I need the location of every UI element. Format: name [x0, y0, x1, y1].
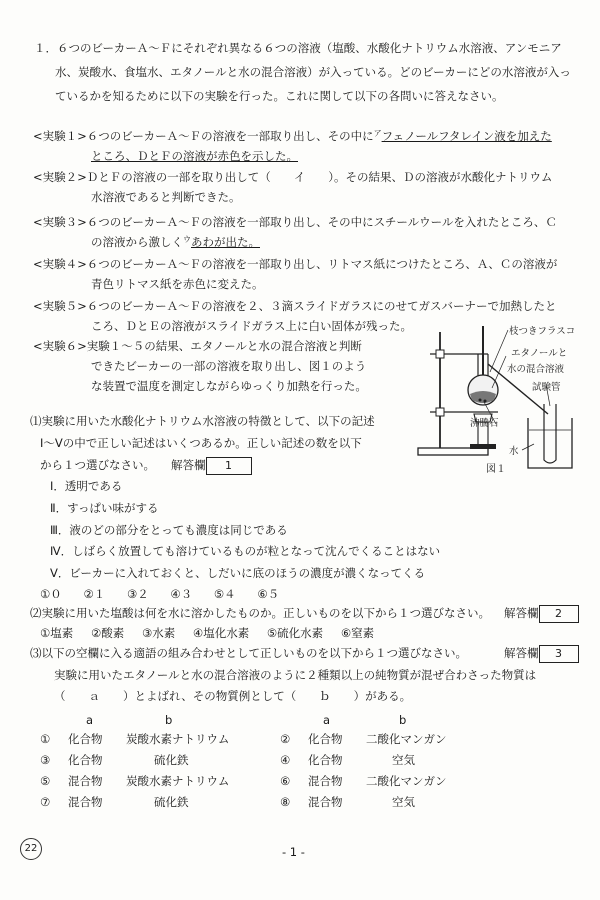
underlined-bubbles: あわが出た。 [191, 235, 260, 249]
q3-option-5[interactable]: ⑤ 混合物 炭酸水素ナトリウム [40, 774, 230, 788]
q3-option-2[interactable]: ② 化合物 二酸化マンガン [280, 732, 447, 746]
q3-head-a-right: a [323, 713, 331, 727]
q3-answer [504, 643, 579, 663]
q3-sentence-2: （ ａ ）とよばれ、その物質例として（ ｂ ）がある。 [54, 689, 412, 703]
experiment-2-line-2: 水溶液であると判断できた。 [91, 190, 241, 204]
q2-text: ⑵実験に用いた塩酸は何を水に溶かしたものか。正しいものを以下から１つ選びなさい。 [30, 606, 490, 620]
experiment-6-text: 実験１～５の結果、エタノールと水の混合溶液と判断 [86, 339, 362, 353]
experiment-5 [33, 296, 557, 316]
experiment-3-label: <実験３> [33, 215, 87, 229]
q1-choice-2[interactable]: ②１ [83, 587, 106, 601]
experiment-1 [33, 126, 552, 148]
q1-item-4: Ⅳ．しばらく放置しても溶けているものが粒となって沈んでくることはない [50, 544, 441, 558]
experiment-2 [33, 167, 552, 187]
q2-answer-box[interactable]: 2 [539, 605, 579, 623]
experiment-6-line-2: できたビーカーの一部の溶液を取り出し、図１のよう [91, 359, 367, 373]
clamp-knob-2 [436, 408, 444, 416]
q3-answer-box[interactable]: 3 [539, 645, 579, 663]
intro-line-3: ているかを知るために以下の実験を行った。これに関して以下の各問いに答えなさい。 [55, 89, 504, 103]
q3-sentence-1: 実験に用いたエタノールと水の混合溶液のように２種類以上の純物質が混ぜ合わさった物質は [54, 668, 537, 682]
experiment-4-text: ６つのビーカーＡ～Ｆの溶液を一部取り出し、リトマス紙につけたところ、Ａ、Ｃの溶液が [86, 257, 558, 271]
marker-a: ア [373, 129, 382, 138]
q2-choice-4[interactable]: ④塩化水素 [192, 626, 250, 640]
q2-answer-label: 解答欄 [504, 606, 539, 620]
experiment-6-line-3: な装置で温度を測定しながらゆっくり加熱を行った。 [91, 379, 367, 393]
q1-instruction: から１つ選びなさい。 [40, 458, 155, 472]
label-mixture-2: 水の混合溶液 [507, 364, 565, 375]
label-test-tube: 試験管 [532, 382, 561, 393]
label-water: 水 [509, 446, 519, 457]
q1-choice-5[interactable]: ⑤４ [213, 587, 236, 601]
q1-item-1: Ⅰ．透明である [50, 479, 123, 493]
experiment-5-text: ６つのビーカーＡ～Ｆの溶液を２、３滴スライドガラスにのせてガスバーナーで加熱したと [86, 299, 557, 313]
q3-option-6[interactable]: ⑥ 混合物 二酸化マンガン [280, 774, 447, 788]
q3-options-left [40, 729, 300, 813]
q2-choice-6[interactable]: ⑥窒素 [340, 626, 375, 640]
clamp-knob [436, 350, 444, 358]
experiment-5-line-2: ころ、ＤとＥの溶液がスライドガラス上に白い固体が残った。 [91, 319, 412, 333]
experiment-4-label: <実験４> [33, 257, 87, 271]
intro-line-1: １．６つのビーカーＡ～Ｆにそれぞれ異なる６つの溶液（塩酸、水酸化ナトリウム水溶液、アンモニア [34, 41, 562, 55]
experiment-5-label: <実験５> [33, 299, 87, 313]
label-branched-flask: 枝つきフラスコ [509, 326, 576, 337]
burner-base [470, 444, 496, 449]
q3-head-b-left: b [165, 713, 173, 727]
q1-item-5: Ⅴ．ビーカーに入れておくと、しだいに底のほうの濃度が濃くなってくる [50, 566, 426, 580]
q3-text: ⑶以下の空欄に入る適語の組み合わせとして正しいものを以下から１つ選びなさい。 [30, 646, 467, 660]
experiment-1-text: ６つのビーカーＡ～Ｆの溶液を一部取り出し、その中に [86, 129, 374, 143]
experiment-4-line-2: 青色リトマス紙を赤色に変えた。 [91, 277, 264, 291]
figure-caption: 図１ [486, 464, 506, 475]
q3-answer-label: 解答欄 [504, 646, 539, 660]
q1-text-1: ⑴実験に用いた水酸化ナトリウム水溶液の特徴として、以下の記述 [30, 414, 375, 428]
stand-base [418, 448, 488, 455]
boiling-chip [479, 399, 482, 402]
figure-1-apparatus [410, 318, 585, 478]
marker-u: ウ [183, 235, 191, 244]
label-mixture-1: エタノールと [511, 348, 568, 359]
q3-head-b-right: b [399, 713, 407, 727]
q1-answer-box[interactable]: 1 [206, 457, 252, 475]
q2-choice-3[interactable]: ③水素 [141, 626, 176, 640]
q1-choices [40, 584, 279, 604]
q1-text-3 [40, 455, 252, 475]
label-boiling-chip: 沸騰石 [470, 418, 499, 429]
q1-choice-3[interactable]: ③２ [126, 587, 149, 601]
q3-option-1[interactable]: ① 化合物 炭酸水素ナトリウム [40, 732, 230, 746]
q3-option-3[interactable]: ③ 化合物 硫化鉄 [40, 753, 189, 767]
q2-choices [40, 623, 374, 643]
experiment-3-text: ６つのビーカーＡ～Ｆの溶液を一部取り出し、その中にスチールウールを入れたところ、Ｃ [86, 215, 557, 229]
q3-options-right [280, 729, 540, 813]
experiment-3-text-2: の溶液から激しく [91, 235, 183, 249]
experiment-2-label: <実験２> [33, 170, 87, 184]
q2-choice-5[interactable]: ⑤硫化水素 [266, 626, 324, 640]
experiment-1-line-2: ところ、ＤとＦの溶液が赤色を示した。 [91, 149, 298, 163]
q2-choice-1[interactable]: ①塩素 [40, 626, 74, 640]
q3-option-8[interactable]: ⑧ 混合物 空気 [280, 795, 415, 809]
experiment-2-text: ＤとＦの溶液の一部を取り出して（ イ ）。その結果、Ｄの溶液が水酸化ナトリウム [86, 170, 553, 184]
page-number: - 1 - [282, 845, 305, 859]
intro-line-2: 水、炭酸水、食塩水、エタノールと水の混合溶液）が入っている。どのビーカーにどの水溶液が入っ [55, 65, 571, 79]
q1-choice-4[interactable]: ④３ [170, 587, 193, 601]
beaker [528, 418, 572, 468]
q1-choice-1[interactable]: ①０ [40, 587, 62, 601]
q1-answer-label: 解答欄 [171, 458, 206, 472]
q2-choice-2[interactable]: ②酸素 [90, 626, 125, 640]
underlined-phenolphthalein: フェノールフタレイン液を加えた [381, 129, 552, 143]
q1-choice-6[interactable]: ⑥５ [257, 587, 280, 601]
q2-answer [504, 603, 579, 623]
experiment-4 [33, 254, 557, 274]
experiment-3-line-2 [91, 232, 260, 254]
experiment-6-label: <実験６> [33, 339, 87, 353]
q1-item-3: Ⅲ．液のどの部分をとっても濃度は同じである [50, 523, 288, 537]
q1-item-2: Ⅱ．すっぱい味がする [50, 501, 159, 515]
q1-text-2: Ⅰ～Ⅴの中で正しい記述はいくつあるか。正しい記述の数を以下 [40, 436, 362, 450]
q3-option-7[interactable]: ⑦ 混合物 硫化鉄 [40, 795, 189, 809]
page-stamp: 22 [20, 838, 42, 860]
q3-head-a-left: a [86, 713, 94, 727]
experiment-3 [33, 212, 557, 232]
experiment-6 [33, 336, 362, 356]
experiment-1-label: <実験１> [33, 129, 87, 143]
q3-option-4[interactable]: ④ 化合物 空気 [280, 753, 415, 767]
